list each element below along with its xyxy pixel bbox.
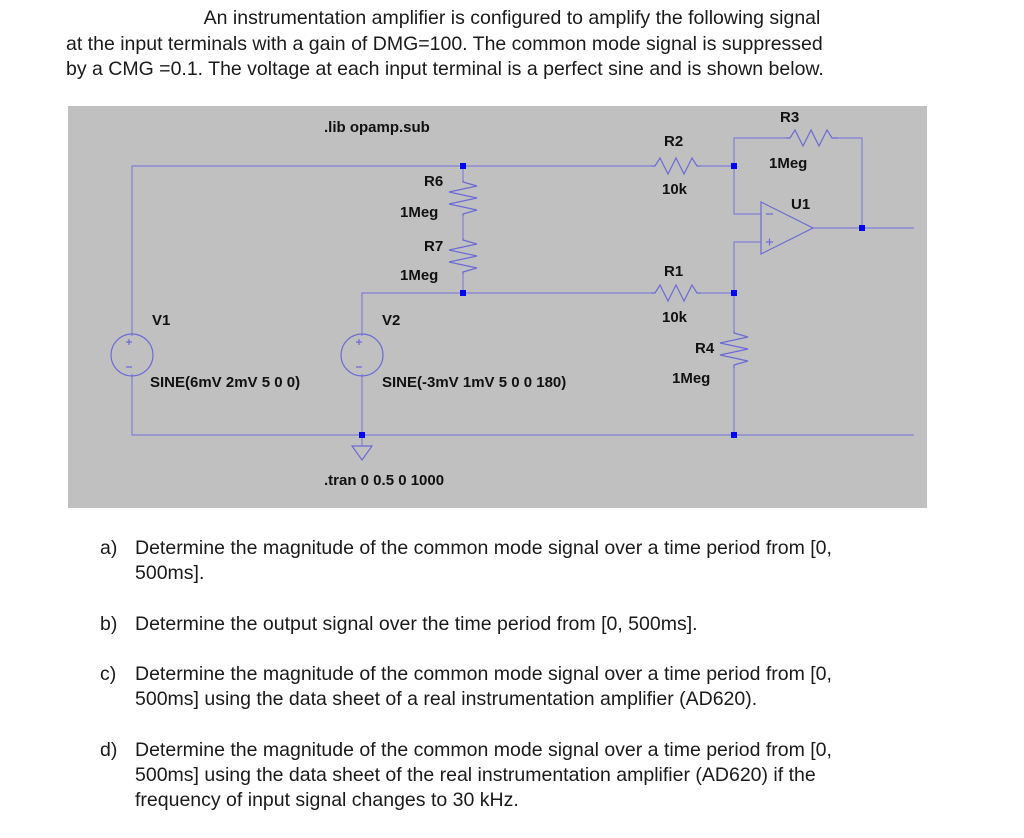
- resistor-r2-symbol: [651, 158, 701, 174]
- question-a: [100, 536, 980, 586]
- r4-value: 1Meg: [672, 370, 711, 387]
- wire-noninv-input: [734, 242, 761, 293]
- wire-feedback-right: [838, 138, 862, 228]
- question-b-label: b): [100, 613, 118, 635]
- question-d: [100, 738, 980, 813]
- wire-top: [132, 166, 463, 336]
- question-d-line-1: Determine the magnitude of the common mode signal over a time period from [0,: [135, 739, 832, 761]
- u1-name: U1: [791, 196, 811, 213]
- question-a-line-1: Determine the magnitude of the common mode signal over a time period from [0,: [135, 537, 832, 559]
- intro-line-1: An instrumentation amplifier is configured to amplify the following signal: [203, 7, 821, 29]
- r6-value: 1Meg: [400, 204, 439, 221]
- ground-symbol: [352, 446, 372, 460]
- v1-name: V1: [152, 312, 171, 329]
- question-b-line-1: Determine the output signal over the time period from [0, 500ms].: [135, 613, 698, 635]
- lib-directive: .lib opamp.sub: [324, 119, 430, 136]
- question-c-label: c): [100, 663, 117, 685]
- r2-name: R2: [664, 133, 684, 150]
- node-r4-bottom: [731, 432, 737, 438]
- intro-line-2: at the input terminals with a gain of DMG=100. The common mode signal is suppressed: [66, 32, 823, 55]
- resistor-r6-symbol: [449, 180, 477, 216]
- tran-directive: .tran 0 0.5 0 1000: [324, 472, 445, 489]
- node-output: [859, 225, 865, 231]
- question-c-line-2: 500ms] using the data sheet of a real instrumentation amplifier (AD620).: [135, 688, 758, 710]
- question-c-line-1: Determine the magnitude of the common mode signal over a time period from [0,: [135, 663, 832, 685]
- v1-value: SINE(6mV 2mV 5 0 0): [150, 374, 301, 391]
- wire-inv-input: [734, 166, 761, 214]
- v2-name: V2: [382, 312, 401, 329]
- resistor-r7-symbol: [449, 238, 477, 274]
- r3-name: R3: [780, 109, 800, 126]
- resistor-r4-symbol: [720, 331, 748, 368]
- node-r6-top: [460, 163, 466, 169]
- r4-name: R4: [695, 340, 715, 357]
- r7-value: 1Meg: [400, 267, 439, 284]
- schematic-panel: [68, 106, 927, 508]
- question-a-line-2: 500ms].: [135, 562, 205, 584]
- question-d-label: d): [100, 739, 118, 761]
- r1-name: R1: [664, 263, 684, 280]
- wires: [132, 138, 914, 446]
- question-d-line-3: frequency of input signal changes to 30 kHz.: [135, 789, 519, 811]
- r7-name: R7: [424, 238, 444, 255]
- resistor-r1-symbol: [651, 285, 701, 301]
- question-b: [100, 612, 980, 637]
- question-c: [100, 662, 980, 712]
- schematic-canvas: [68, 106, 927, 508]
- question-a-label: a): [100, 537, 118, 559]
- wire-mid: [362, 293, 651, 336]
- problem-statement: [40, 6, 984, 83]
- r3-value: 1Meg: [769, 155, 808, 172]
- resistor-r3-symbol: [786, 130, 838, 146]
- r2-value: 10k: [662, 181, 688, 198]
- question-d-line-2: 500ms] using the data sheet of the real instrumentation amplifier (AD620) if the: [135, 764, 816, 786]
- r1-value: 10k: [662, 309, 688, 326]
- source-v2-symbol: [341, 334, 383, 376]
- intro-line-3: by a CMG =0.1. The voltage at each input terminal is a perfect sine and is shown below.: [66, 58, 824, 80]
- node-r7-bottom: [460, 290, 466, 296]
- node-inv: [731, 163, 737, 169]
- v2-value: SINE(-3mV 1mV 5 0 0 180): [382, 374, 567, 391]
- node-ground: [359, 432, 365, 438]
- r6-name: R6: [424, 173, 444, 190]
- source-v1-symbol: [111, 334, 153, 376]
- components: [111, 130, 838, 460]
- node-noninv: [731, 290, 737, 296]
